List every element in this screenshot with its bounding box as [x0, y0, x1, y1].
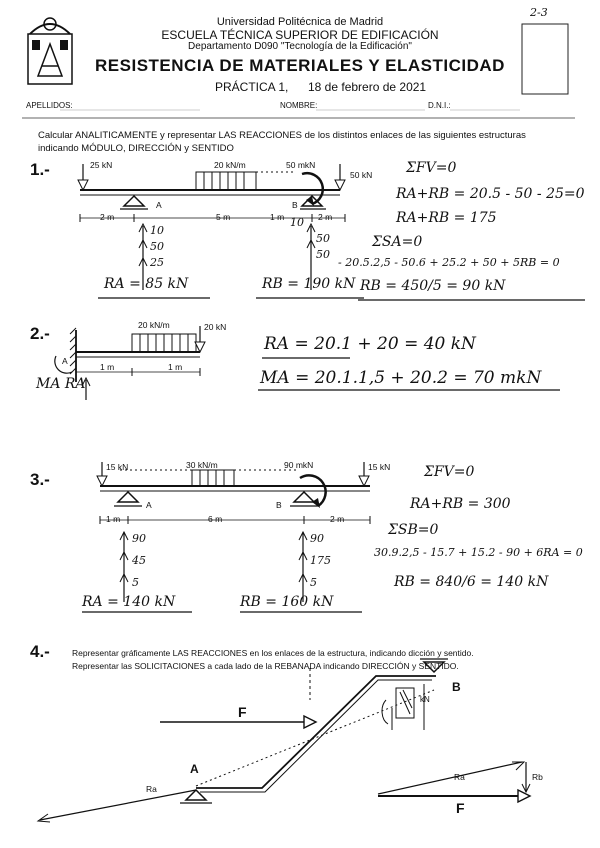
p1-hand-a-1: 10 [150, 224, 164, 237]
p4-poly-ra: Ra [454, 772, 465, 782]
p1-eq-3: RA+RB = 175 [396, 210, 497, 226]
p2-eq-1: RA = 20.1 + 20 = 40 kN [264, 334, 476, 354]
p1-eq-2: RA+RB = 20.5 - 50 - 25=0 [396, 186, 585, 202]
p3-eq-3: ΣSB=0 [388, 522, 439, 538]
problem-3-number: 3.- [30, 470, 50, 489]
p1-dim-3: 2 m [318, 212, 333, 222]
nombre-label: NOMBRE: [280, 101, 318, 110]
p2-support-a: A [62, 356, 68, 366]
p3-ra-result: RA = 140 kN [82, 594, 176, 610]
p3-hand-a-2: 45 [132, 554, 146, 567]
p1-dim-2: 5 m [216, 212, 231, 222]
p4-poly-rb: Rb [532, 772, 543, 782]
p3-dim-3: 2 m [330, 514, 345, 524]
p1-hand-b-3: 50 [316, 248, 330, 261]
p2-dim-1: 1 m [100, 362, 115, 372]
p3-eq-1: ΣFV=0 [424, 464, 475, 480]
university-name: Universidad Politécnica de Madrid [216, 16, 384, 28]
p4-instruction-2: Representar las SOLICITACIONES a cada lado de la REBANADA indicando DIRECCIÓN y SENTIDO. [72, 661, 459, 671]
instructions-line-2: indicando MÓDULO, DIRECCIÓN y SENTIDO [38, 143, 234, 154]
p3-hand-b-2: 175 [310, 554, 331, 567]
p3-eq-4: 30.9.2,5 - 15.7 + 15.2 - 90 + 6RA = 0 [374, 546, 583, 559]
instructions-line-1: Calcular ANALITICAMENTE y representar LAS REACCIONES de los distintos enlaces de las siguientes estructuras [38, 130, 526, 141]
p4-kn-label: kN [420, 695, 430, 704]
p1-hand-a-3: 25 [150, 256, 164, 269]
p1-rb-result: RB = 190 kN [262, 276, 356, 292]
p3-load-a: 15 kN [106, 462, 129, 472]
problem-3-diagram [82, 462, 370, 612]
p1-load-dist: 20 kN/m [214, 160, 246, 170]
p3-support-b: B [276, 500, 282, 510]
p3-hand-b-1: 90 [310, 532, 324, 545]
p1-moment: 50 mkN [286, 160, 316, 170]
p4-instruction-1: Representar gráficamente LAS REACCIONES en los enlaces de la estructura, indicando dicción y sentido. [72, 648, 474, 658]
p3-load-b: 15 kN [368, 462, 391, 472]
p1-ra-result: RA = 85 kN [104, 276, 189, 292]
p3-hand-a-1: 90 [132, 532, 146, 545]
p1-dim-4: 1 m [270, 212, 285, 222]
exam-date: 18 de febrero de 2021 [308, 80, 427, 94]
apellidos-label: APELLIDOS: [26, 101, 73, 110]
corner-mark: 2-3 [530, 6, 548, 19]
practice-label: PRÁCTICA 1, [215, 80, 289, 94]
p3-dim-2: 6 m [208, 514, 223, 524]
p1-dim-1: 2 m [100, 212, 115, 222]
p2-load-end: 20 kN [204, 322, 227, 332]
p1-hand-b-1: 10 [290, 216, 304, 229]
course-title: RESISTENCIA DE MATERIALES Y ELASTICIDAD [95, 56, 505, 75]
p2-dim-2: 1 m [168, 362, 183, 372]
p1-eq-4: ΣSA=0 [372, 234, 423, 250]
p1-support-b: B [292, 200, 298, 210]
school-name: ESCUELA TÉCNICA SUPERIOR DE EDIFICACIÓN [161, 28, 439, 42]
p1-load-b: 50 kN [350, 170, 373, 180]
p3-eq-5: RB = 840/6 = 140 kN [394, 574, 549, 590]
p4-support-b: B [452, 680, 461, 694]
problem-4-number: 4.- [30, 642, 50, 661]
p3-support-a: A [146, 500, 152, 510]
p2-load-dist: 20 kN/m [138, 320, 170, 330]
p3-eq-2: RA+RB = 300 [410, 496, 511, 512]
p1-hand-b-2: 50 [316, 232, 330, 245]
p2-hand-labels: MA RA [36, 376, 86, 392]
p1-rb-calc: RB = 450/5 = 90 kN [360, 278, 506, 294]
problem-2-number: 2.- [30, 324, 50, 343]
p1-support-a: A [156, 200, 162, 210]
p4-support-a: A [190, 762, 199, 776]
p4-ra-label: Ra [146, 784, 157, 794]
department-name: Departamento D090 "Tecnología de la Edificación" [188, 41, 412, 52]
p1-hand-a-2: 50 [150, 240, 164, 253]
p1-load-a: 25 kN [90, 160, 113, 170]
p2-eq-2: MA = 20.1.1,5 + 20.2 = 70 mkN [260, 368, 542, 388]
problem-1-number: 1.- [30, 160, 50, 179]
p3-hand-a-3: 5 [132, 576, 139, 589]
dni-label: D.N.I.: [428, 101, 451, 110]
p3-load-dist: 30 kN/m [186, 460, 218, 470]
p4-poly-f: F [456, 800, 465, 816]
p3-hand-b-3: 5 [310, 576, 317, 589]
p4-force-label: F [238, 704, 247, 720]
p3-moment: 90 mkN [284, 460, 314, 470]
p1-eq-1: ΣFV=0 [406, 160, 457, 176]
p1-eq-5: - 20.5.2,5 - 50.6 + 25.2 + 50 + 5RB = 0 [338, 256, 560, 269]
p3-rb-result: RB = 160 kN [240, 594, 334, 610]
p3-dim-1: 1 m [106, 514, 121, 524]
